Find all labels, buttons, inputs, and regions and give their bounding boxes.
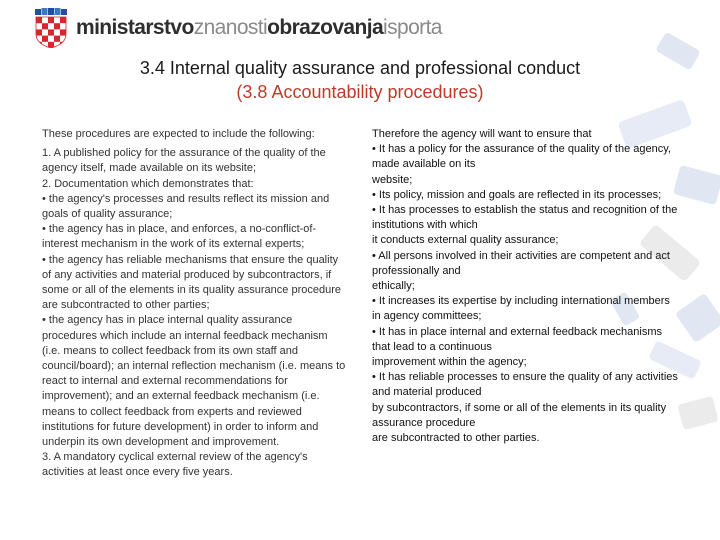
left-line: • the agency has reliable mechanisms that ensure the quality of any activities and material produced by subcontractors, if some or all of the elements in its quality assurance procedure are subcontracted to other parties; — [42, 253, 341, 312]
right-line: it conducts external quality assurance; — [372, 234, 559, 247]
slide-subtitle: (3.8 Accountability procedures) — [236, 82, 484, 102]
right-line: by subcontractors, if some or all of the elements in its quality assurance procedure — [372, 401, 667, 429]
ministry-name-part: znanosti — [193, 16, 268, 39]
left-line: 3. A mandatory cyclical external review of the agency's activities at least once every five years. — [42, 451, 308, 479]
slide-title-block — [0, 56, 720, 104]
right-line: • It has a policy for the assurance of the quality of the agency, made available on its — [372, 143, 671, 171]
left-line: 2. Documentation which demonstrates that: — [42, 177, 254, 190]
right-line: improvement within the agency; — [372, 356, 527, 369]
right-line: • All persons involved in their activities are competent and act professionally and — [372, 249, 670, 277]
left-column — [42, 127, 347, 481]
left-line: 1. A published policy for the assurance of the quality of the agency itself, made available on its website; — [42, 147, 326, 175]
slide-title: 3.4 Internal quality assurance and professional conduct — [139, 58, 581, 78]
right-line: • It increases its expertise by including international members in agency committees; — [372, 295, 670, 323]
right-line: • It has reliable processes to ensure the quality of any activities and material produced — [372, 371, 678, 399]
ministry-name-part: obrazovanja — [267, 16, 384, 39]
right-line: Therefore the agency will want to ensure that — [372, 128, 592, 140]
croatian-coat-of-arms-icon — [34, 8, 68, 48]
right-line: • It has processes to establish the status and recognition of the institutions with which — [372, 204, 678, 232]
header — [34, 8, 442, 48]
right-line: • It has in place internal and external feedback mechanisms that lead to a continuous — [372, 325, 663, 353]
ministry-name-part: isporta — [383, 16, 442, 39]
right-line: ethically; — [372, 280, 415, 293]
right-line: • Its policy, mission and goals are reflected in its processes; — [372, 188, 662, 201]
right-line: website; — [372, 173, 413, 186]
right-column — [372, 127, 678, 446]
left-line: • the agency has in place, and enforces, a no-conflict-of-interest mechanism in the work of its external experts; — [42, 223, 317, 251]
left-line: These procedures are expected to include the following: — [42, 128, 315, 140]
right-line: are subcontracted to other parties. — [372, 432, 540, 445]
ministry-name — [76, 16, 442, 40]
ministry-name-part: ministarstvo — [76, 16, 194, 39]
left-line: • the agency's processes and results reflect its mission and goals of quality assurance; — [42, 192, 330, 221]
left-line: • the agency has in place internal quality assurance procedures which include an internal feedback mechanism (i.e. means to collect feedback from its own staff and council/board); an internal reflection mechanism (i.e. means to react to internal and external recommendations for improvement); and an external feedback mechanism (i.e. means to collect feedback from experts and reviewed institutions for future development) in order to inform and underpin its own development and improvement. — [42, 314, 346, 449]
